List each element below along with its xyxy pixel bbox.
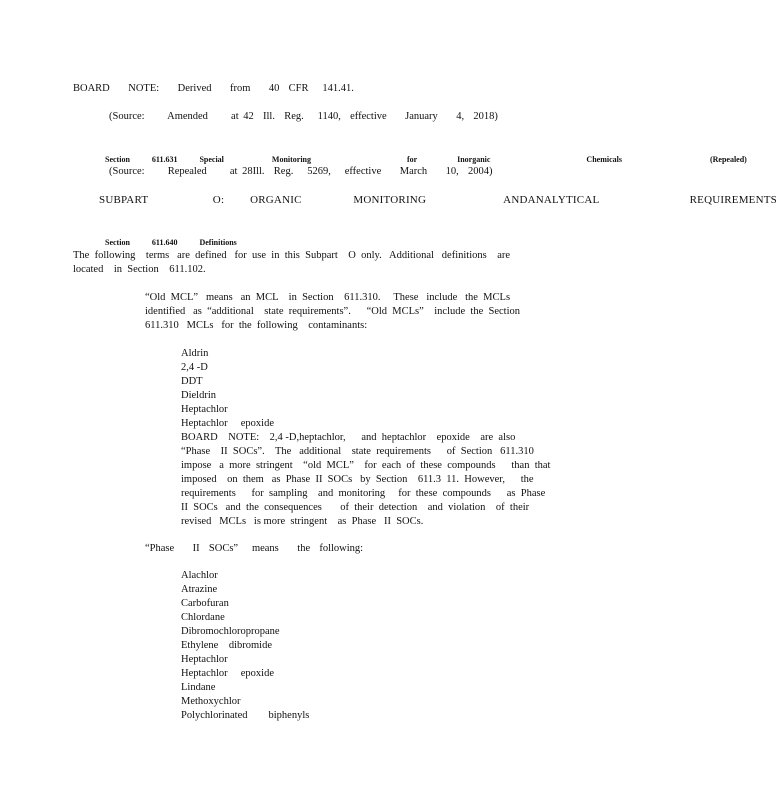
old-mcl-line: 611.310 MCLs for the following contaminants:	[145, 320, 368, 331]
source-amended: (Source: Amended at 42 Ill. Reg. 1140, effective January 4, 2018)	[109, 111, 498, 122]
section-label: Section	[105, 155, 130, 164]
old-mcl-line: identified as “additional state requirements”. “Old MCLs” include the Section	[145, 306, 520, 317]
board-note-phase-ii	[181, 431, 550, 529]
subpart-o-heading: SUBPART O: ORGANIC MONITORING ANDANALYTICAL REQUIREMENTS	[99, 194, 777, 206]
section-number: 611.631	[151, 155, 178, 164]
list-item: Carbofuran	[181, 598, 229, 609]
intro-line: located in Section 611.102.	[73, 264, 206, 275]
intro-line: The following terms are defined for use in this Subpart O only. Additional definitions are	[73, 250, 511, 261]
list-item: Dieldrin	[181, 390, 216, 401]
board-note-line: BOARD NOTE: 2,4 -D,heptachlor, and heptachlor epoxide are also	[181, 432, 516, 443]
old-mcl-line: “Old MCL” means an MCL in Section 611.310. These include the MCLs	[145, 292, 511, 303]
list-item: Chlordane	[181, 612, 225, 623]
board-note-line: imposed on them as Phase II SOCs by Section 611.3 11. However, the	[181, 474, 534, 485]
list-item: Lindane	[181, 682, 216, 693]
list-item: Ethylene dibromide	[181, 640, 272, 651]
source-repealed: (Source: Repealed at 28Ill. Reg. 5269, effective March 10, 2004)	[109, 166, 493, 177]
old-mcl-definition	[145, 291, 520, 333]
board-note-line: “Phase II SOCs”. The additional state requirements of Section 611.310	[181, 446, 534, 457]
list-item: Alachlor	[181, 570, 218, 581]
section-title: Definitions	[199, 238, 237, 247]
list-item: Polychlorinated biphenyls	[181, 710, 310, 721]
list-item: Heptachlor epoxide	[181, 668, 275, 679]
list-item: Heptachlor	[181, 654, 228, 665]
list-item: Methoxychlor	[181, 696, 241, 707]
board-note-line: revised MCLs is more stringent as Phase II SOCs.	[181, 516, 424, 527]
board-note-derived: BOARD NOTE: Derived from 40 CFR 141.41.	[73, 83, 354, 94]
list-item: Atrazine	[181, 584, 218, 595]
list-item: Dibromochloropropane	[181, 626, 280, 637]
board-note-line: requirements for sampling and monitoring for these compounds as Phase	[181, 488, 546, 499]
list-item: 2,4 -D	[181, 362, 208, 373]
phase-ii-socs-list	[181, 569, 309, 723]
section-label: Section	[105, 238, 130, 247]
list-item: DDT	[181, 376, 203, 387]
list-item: Heptachlor epoxide	[181, 418, 275, 429]
section-number: 611.640	[151, 238, 178, 247]
board-note-line: impose a more stringent “old MCL” for each of these compounds than that	[181, 460, 551, 471]
board-note-line: II SOCs and the consequences of their detection and violation of their	[181, 502, 530, 513]
definitions-intro	[73, 249, 510, 277]
phase-ii-socs-definition: “Phase II SOCs” means the following:	[145, 543, 364, 554]
list-item: Heptachlor	[181, 404, 228, 415]
old-mcl-contaminant-list	[181, 347, 274, 431]
list-item: Aldrin	[181, 348, 209, 359]
section-title: Special Monitoring for Inorganic Chemicals (Repealed)	[199, 155, 747, 164]
